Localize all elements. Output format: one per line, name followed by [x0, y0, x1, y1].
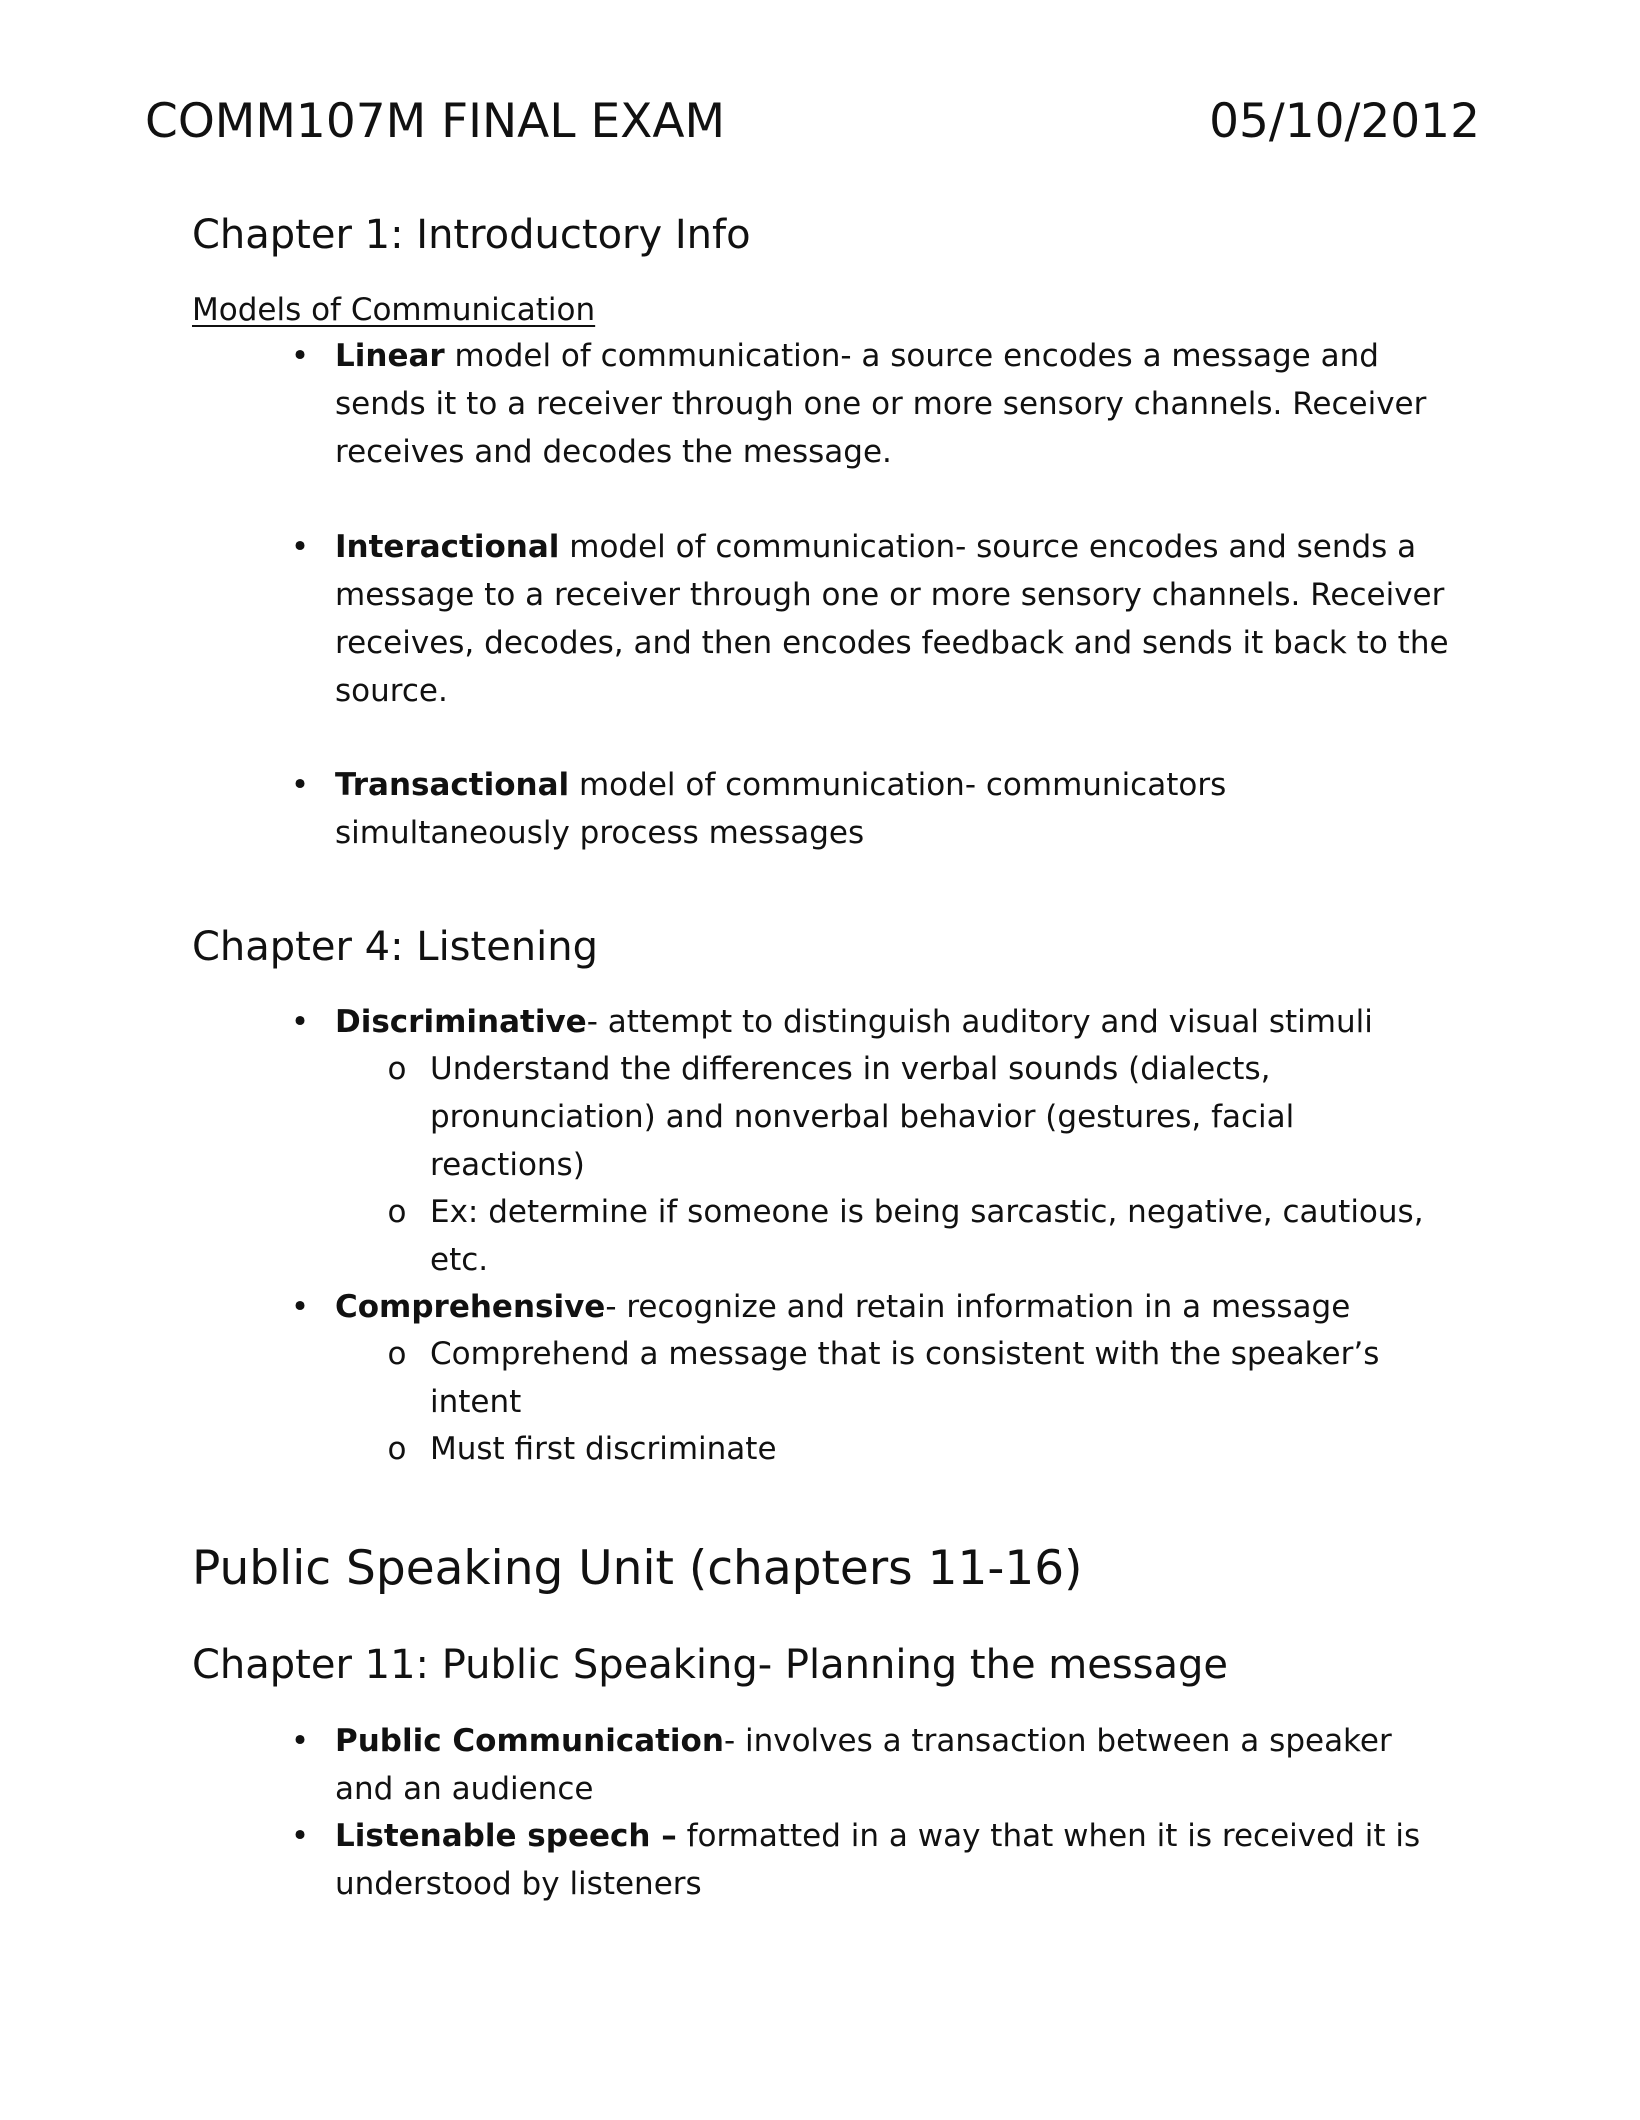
sub-item-text: Must first discriminate	[430, 1431, 777, 1467]
list-item-listenable-speech	[290, 1812, 1455, 1908]
list-item-linear	[290, 332, 1455, 476]
term-comprehensive: Comprehensive	[335, 1289, 606, 1325]
term-interactional: Interactional	[335, 529, 560, 565]
definition-discriminative: - attempt to distinguish auditory and visual stimuli	[586, 1004, 1373, 1040]
bullet-icon: •	[290, 529, 310, 565]
chapter-1-heading: Chapter 1: Introductory Info	[192, 212, 751, 258]
definition-interactional: model of communication- source encodes and sends a message to a receiver through one or more sensory channels. Receiver receives, decodes, and then encodes feedback and sends it back to the source.	[335, 529, 1449, 709]
definition-linear: model of communication- a source encodes a message and sends it to a receiver through one or more sensory channels. Receiver receives and decodes the message.	[335, 338, 1427, 470]
term-linear: Linear	[335, 338, 445, 374]
sub-bullet-icon: o	[387, 1194, 407, 1230]
sub-item-text: Comprehend a message that is consistent with the speaker’s intent	[430, 1336, 1380, 1420]
term-public-communication: Public Communication	[335, 1723, 724, 1759]
document-header	[145, 92, 1480, 152]
sub-item-text: Understand the differences in verbal sounds (dialects, pronunciation) and nonverbal behavior (gestures, facial reactions)	[430, 1051, 1295, 1183]
definition-listenable-speech: formatted in a way that when it is received it is understood by listeners	[335, 1818, 1421, 1902]
chapter-11-heading: Chapter 11: Public Speaking- Planning the message	[192, 1642, 1229, 1688]
list-item-transactional	[290, 761, 1455, 857]
list-item-discriminative	[290, 998, 1455, 1046]
term-transactional: Transactional	[335, 767, 570, 803]
exam-title: COMM107M FINAL EXAM	[145, 94, 726, 149]
bullet-icon: •	[290, 1289, 310, 1325]
exam-date: 05/10/2012	[1209, 94, 1480, 149]
sub-bullet-icon: o	[387, 1336, 407, 1372]
term-listenable-speech: Listenable speech –	[335, 1818, 677, 1854]
sub-bullet-icon: o	[387, 1431, 407, 1467]
definition-transactional: model of communication- communicators simultaneously process messages	[335, 767, 1227, 851]
sub-item-text: Ex: determine if someone is being sarcastic, negative, cautious, etc.	[430, 1194, 1424, 1278]
bullet-icon: •	[290, 338, 310, 374]
sub-item	[387, 1330, 1450, 1426]
list-item-public-communication	[290, 1717, 1455, 1813]
sub-item	[387, 1425, 1450, 1473]
bullet-icon: •	[290, 1004, 310, 1040]
unit-heading: Public Speaking Unit (chapters 11-16)	[192, 1541, 1083, 1596]
bullet-icon: •	[290, 1818, 310, 1854]
list-item-comprehensive	[290, 1283, 1455, 1331]
term-discriminative: Discriminative	[335, 1004, 587, 1040]
sub-item	[387, 1045, 1450, 1189]
bullet-icon: •	[290, 767, 310, 803]
sub-item	[387, 1188, 1450, 1284]
bullet-icon: •	[290, 1723, 310, 1759]
definition-public-communication: - involves a transaction between a speaker and an audience	[335, 1723, 1392, 1807]
list-item-interactional	[290, 523, 1455, 715]
sub-bullet-icon: o	[387, 1051, 407, 1087]
definition-comprehensive: - recognize and retain information in a message	[605, 1289, 1351, 1325]
chapter-4-heading: Chapter 4: Listening	[192, 924, 599, 970]
models-subheading: Models of Communication	[192, 292, 596, 328]
